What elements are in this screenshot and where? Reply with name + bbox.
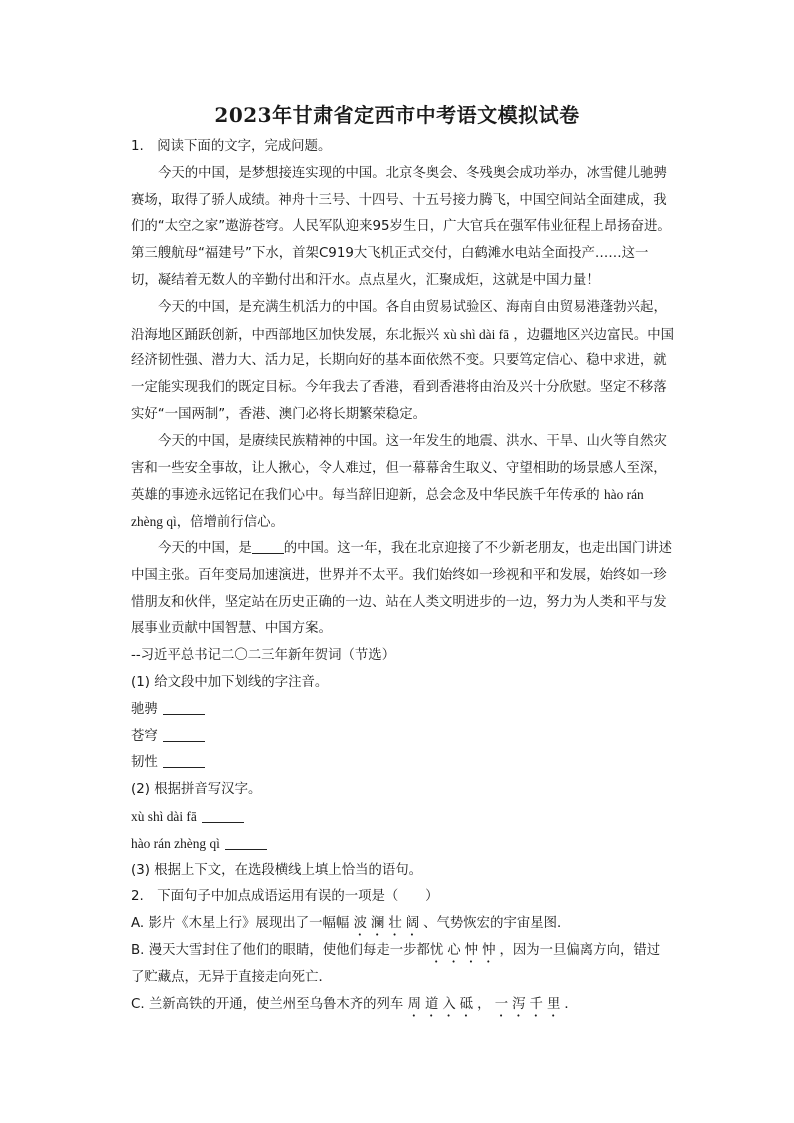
- word-label: 驰骋: [131, 701, 158, 717]
- answer-blank[interactable]: [225, 834, 267, 850]
- answer-blank[interactable]: [163, 699, 205, 715]
- question-number: 2.: [131, 889, 144, 905]
- text-line: 一定能实现我们的既定目标。今年我去了香港，看到香港将由治及兴十分欣慰。坚定不移落: [131, 380, 667, 396]
- text-segment: 英雄的事迹永远铭记在我们心中。每当辞旧迎新，总会念及中华民族千年传承的: [131, 488, 600, 504]
- sub-question-1: (1) 给文段中加下划线的字注音。: [131, 674, 329, 690]
- text-line: 赛场，取得了骄人成绩。神舟十三号、十四号、十五号接力腾飞，中国空间站全面建成，我: [131, 192, 667, 208]
- dotted-idiom: 一泻千里: [494, 996, 565, 1012]
- word-label: 韧性: [131, 755, 158, 771]
- option-b[interactable]: [131, 938, 693, 965]
- answer-line: [131, 750, 693, 777]
- sub-question-3: (3) 根据上下文，在选段横线上填上恰当的语句。: [131, 862, 423, 878]
- option-text: 、气势恢宏的宇宙星图．: [423, 916, 571, 932]
- question-number: 1.: [131, 139, 144, 154]
- page-title: 2023年甘肃省定西市中考语文模拟试卷: [214, 103, 580, 127]
- text-segment: 沿海地区踊跃创新，中西部地区加快发展，东北振兴: [131, 327, 439, 343]
- text-line: 们的“太空之家”遨游苍穹。人民军队迎来95岁生日，广大官兵在强军伟业征程上昂扬奋进。: [131, 219, 671, 235]
- option-text: ，因为一旦偏离方向，错过: [499, 942, 661, 958]
- question-2-header: [131, 884, 693, 911]
- option-a[interactable]: [131, 911, 693, 938]
- sub-question-2: (2) 根据拼音写汉字。: [131, 782, 262, 798]
- answer-line: [131, 831, 693, 858]
- option-text: B. 漫天大雪封住了他们的眼睛，使他们每走一步都: [131, 942, 430, 958]
- text-line: [131, 536, 693, 563]
- text-line: 中国主张。百年变局加速演进，世界并不太平。我们始终如一珍视和平和发展，始终如一珍: [131, 567, 667, 583]
- question-instruction: 阅读下面的文字，完成问题。: [157, 139, 332, 154]
- text-segment: ，倍增前行信心。: [176, 515, 284, 531]
- word-label: 苍穹: [131, 728, 158, 744]
- source-attribution: --习近平总书记二〇二三年新年贺词（节选）: [131, 648, 396, 664]
- question-1-header: [131, 134, 693, 161]
- exam-content: [131, 134, 693, 1018]
- pinyin-label: xù shì dài fā: [131, 808, 197, 824]
- pinyin-text: hào rán: [603, 487, 644, 503]
- text-line: 今天的中国，是赓续民族精神的中国。这一年发生的地震、洪水、干旱、山火等自然灾: [158, 433, 667, 449]
- question-stem: 下面句子中加点成语运用有误的一项是（ ）: [157, 889, 439, 905]
- dotted-idiom: 周道入砥: [407, 996, 478, 1012]
- pinyin-label: hào rán zhèng qì: [131, 835, 220, 851]
- text-line: [131, 322, 693, 349]
- text-line: 今天的中国，是梦想接连实现的中国。北京冬奥会、冬残奥会成功举办，冰雪健儿驰骋: [158, 165, 667, 181]
- option-b-continued: 了贮藏点，无异于直接走向死亡．: [131, 969, 332, 985]
- text-segment: 今天的中国，是: [158, 540, 252, 556]
- text-line: [131, 509, 693, 536]
- pinyin-text: zhèng qì: [131, 514, 177, 530]
- passage-paragraph-4: [131, 536, 693, 643]
- text-line: 惜朋友和伙伴，坚定站在历史正确的一边、站在人类文明进步的一边，努力为人类和平与发: [131, 594, 667, 610]
- dotted-idiom: 波澜壮阔: [353, 916, 424, 932]
- text-segment: ，边疆地区兴边富民。中国: [513, 327, 675, 343]
- text-segment: 的中国。这一年，我在北京迎接了不少新老朋友，也走出国门讲述: [283, 540, 673, 556]
- option-text: C. 兰新高铁的开通，使兰州至乌鲁木齐的列车: [131, 996, 404, 1012]
- option-text: ，: [477, 996, 491, 1012]
- option-c[interactable]: [131, 992, 693, 1019]
- fill-blank[interactable]: [252, 538, 284, 554]
- text-line: 第三艘航母“福建号”下水，首架C919大飞机正式交付，白鹤滩水电站全面投产……这一: [131, 246, 649, 262]
- answer-blank[interactable]: [202, 807, 244, 823]
- text-line: 实好“一国两制”，香港、澳门必将长期繁荣稳定。: [131, 406, 427, 422]
- passage-paragraph-2: [131, 295, 693, 429]
- text-line: 经济韧性强、潜力大、活力足，长期向好的基本面依然不变。只要笃定信心、稳中求进，就: [131, 353, 667, 369]
- text-line: 展事业贡献中国智慧、中国方案。: [131, 621, 332, 637]
- answer-line: [131, 724, 693, 751]
- dotted-idiom: 忧心忡忡: [429, 942, 500, 958]
- answer-blank[interactable]: [163, 752, 205, 768]
- pinyin-text: xù shì dài fā: [443, 326, 510, 342]
- option-text: A. 影片《木星上行》展现出了一幅幅: [131, 916, 350, 932]
- option-text: ．: [564, 996, 578, 1012]
- text-line: [131, 482, 693, 509]
- passage-paragraph-1: [131, 161, 693, 295]
- answer-blank[interactable]: [163, 726, 205, 742]
- answer-line: [131, 697, 693, 724]
- text-line: 切，凝结着无数人的辛勤付出和汗水。点点星火，汇聚成炬，这就是中国力量！: [131, 272, 600, 288]
- text-line: 今天的中国，是充满生机活力的中国。各自由贸易试验区、海南自由贸易港蓬勃兴起，: [158, 299, 667, 315]
- passage-paragraph-3: [131, 429, 693, 536]
- text-line: 害和一些安全事故，让人揪心，令人难过，但一幕幕舍生取义、守望相助的场景感人至深，: [131, 460, 667, 476]
- answer-line: [131, 804, 693, 831]
